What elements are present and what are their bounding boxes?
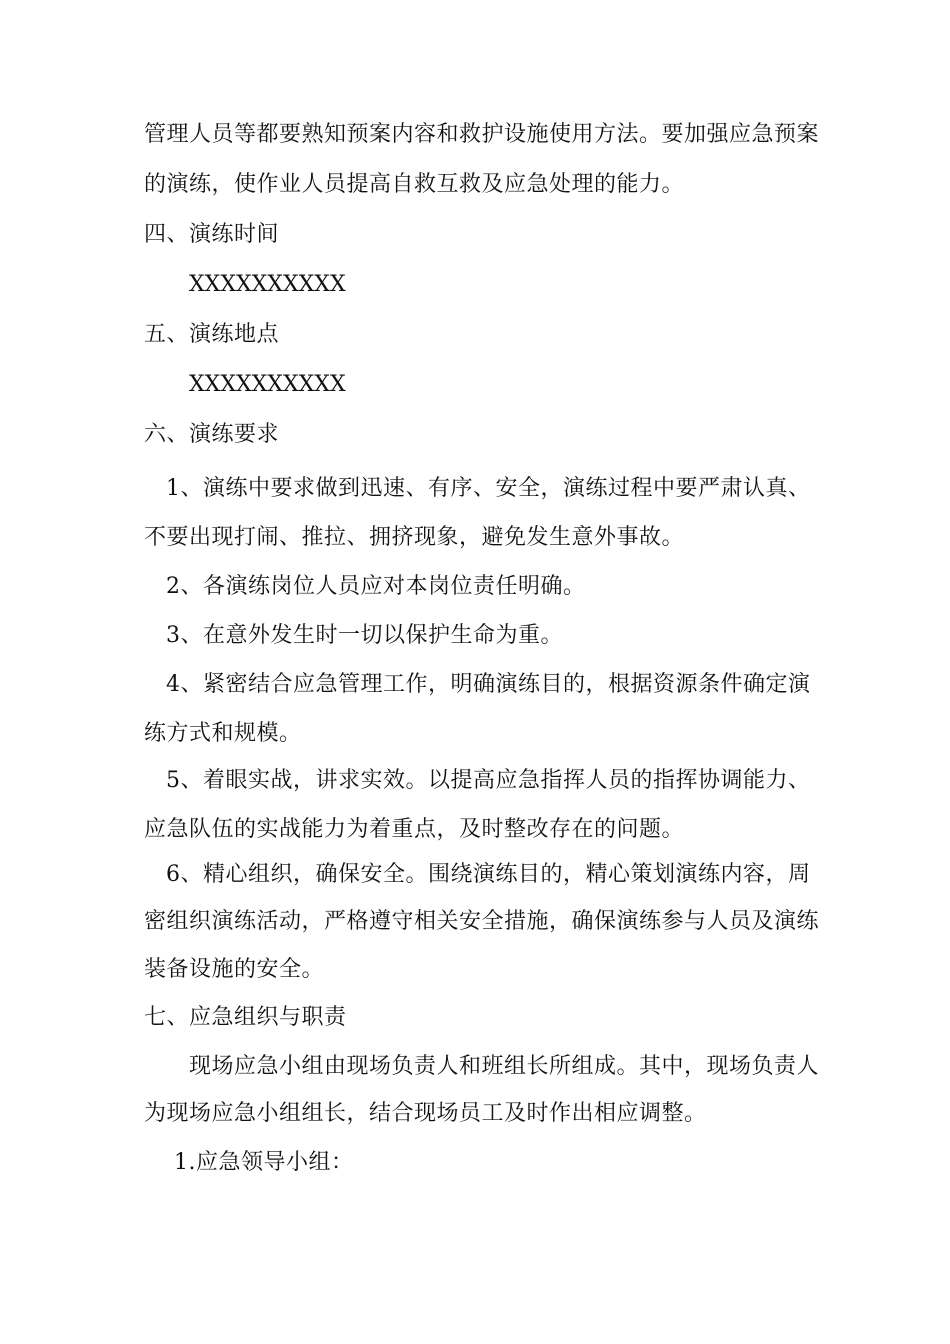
paragraph-line: 的演练，使作业人员提高自救互救及应急处理的能力。 <box>144 172 685 197</box>
paragraph-line: 现场应急小组由现场负责人和班组长所组成。其中，现场负责人 <box>189 1054 820 1079</box>
paragraph-line: 管理人员等都要熟知预案内容和救护设施使用方法。要加强应急预案 <box>144 122 820 147</box>
requirement-item-6-cont: 装备设施的安全。 <box>144 957 325 982</box>
requirement-item-1: 1、演练中要求做到迅速、有序、安全，演练过程中要严肃认真、 <box>166 476 811 501</box>
drill-time-value: XXXXXXXXXX <box>189 272 346 297</box>
section-heading-drill-requirements: 六、演练要求 <box>144 422 280 447</box>
section-heading-drill-time: 四、演练时间 <box>144 222 280 247</box>
requirement-item-4: 4、紧密结合应急管理工作，明确演练目的，根据资源条件确定演 <box>166 672 811 697</box>
requirement-item-1-cont: 不要出现打闹、推拉、拥挤现象，避免发生意外事故。 <box>144 525 685 550</box>
requirement-item-2: 2、各演练岗位人员应对本岗位责任明确。 <box>166 574 586 599</box>
drill-location-value: XXXXXXXXXX <box>189 372 346 397</box>
requirement-item-6-cont: 密组织演练活动，严格遵守相关安全措施，确保演练参与人员及演练 <box>144 909 820 934</box>
section-heading-drill-location: 五、演练地点 <box>144 322 280 347</box>
paragraph-line: 为现场应急小组组长，结合现场员工及时作出相应调整。 <box>144 1101 707 1126</box>
subheading-emergency-leadership-group: 1.应急领导小组： <box>174 1150 354 1175</box>
section-heading-emergency-organization: 七、应急组织与职责 <box>144 1005 347 1030</box>
requirement-item-5-cont: 应急队伍的实战能力为着重点，及时整改存在的问题。 <box>144 817 685 842</box>
requirement-item-5: 5、着眼实战，讲求实效。以提高应急指挥人员的指挥协调能力、 <box>166 768 811 793</box>
requirement-item-4-cont: 练方式和规模。 <box>144 721 302 746</box>
requirement-item-6: 6、精心组织，确保安全。围绕演练目的，精心策划演练内容，周 <box>166 862 811 887</box>
requirement-item-3: 3、在意外发生时一切以保护生命为重。 <box>166 623 563 648</box>
